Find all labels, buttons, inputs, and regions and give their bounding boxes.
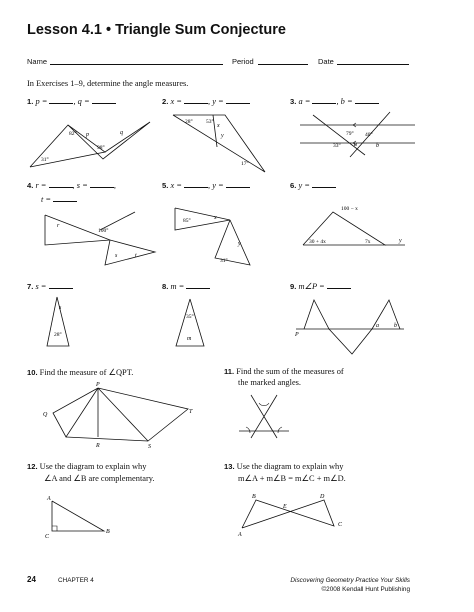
vertex-label: C bbox=[338, 522, 343, 528]
answer-blank[interactable] bbox=[312, 180, 336, 188]
variable-label: y bbox=[399, 238, 402, 244]
chapter-label: CHAPTER 4 bbox=[58, 577, 94, 584]
angle-label: 17° bbox=[241, 161, 249, 167]
expression-label: 30 + 4x bbox=[309, 239, 326, 245]
exercise-text: Use the diagram to explain why bbox=[236, 462, 344, 471]
answer-label: q = bbox=[77, 97, 90, 106]
figure-3 bbox=[295, 107, 420, 167]
exercise-1: 1. p = , q = bbox=[27, 96, 116, 106]
exercise-9 bbox=[290, 281, 351, 291]
variable-label: s bbox=[59, 305, 62, 311]
name-field-line[interactable] bbox=[50, 64, 223, 65]
figure-4 bbox=[40, 210, 165, 272]
angle-label: 53° bbox=[206, 119, 214, 125]
answer-label: y = bbox=[212, 97, 224, 106]
exercise-13 bbox=[224, 462, 343, 471]
answer-label: t = bbox=[41, 195, 52, 204]
exercise-5: 5. x = , y = bbox=[162, 180, 250, 190]
answer-blank[interactable] bbox=[184, 96, 208, 104]
variable-label: q bbox=[120, 130, 123, 136]
angle-label: 85° bbox=[183, 218, 191, 224]
vertex-label: Q bbox=[43, 412, 48, 418]
angle-label: 100° bbox=[98, 228, 109, 234]
answer-blank[interactable] bbox=[184, 180, 208, 188]
vertex-label: P bbox=[96, 382, 100, 388]
exercise-number: 12. bbox=[27, 462, 38, 471]
book-title: Discovering Geometry Practice Your Skills bbox=[290, 577, 410, 584]
answer-label: s = bbox=[35, 282, 47, 291]
exercise-number: 13. bbox=[224, 462, 235, 471]
exercise-11-line2: the marked angles. bbox=[238, 378, 302, 387]
vertex-label: T bbox=[189, 409, 193, 415]
answer-blank[interactable] bbox=[49, 180, 73, 188]
vertex-label: A bbox=[47, 496, 51, 502]
answer-label: x = bbox=[170, 97, 182, 106]
variable-label: x bbox=[214, 215, 217, 221]
exercise-number: 11. bbox=[224, 367, 235, 376]
variable-label: b bbox=[394, 323, 397, 329]
answer-blank[interactable] bbox=[49, 281, 73, 289]
exercise-text: Find the measure of ∠QPT. bbox=[39, 368, 134, 377]
exercise-number: 1. bbox=[27, 97, 34, 106]
exercise-11 bbox=[224, 367, 344, 376]
angle-label: 28° bbox=[185, 119, 193, 125]
angle-label: 98° bbox=[97, 145, 105, 151]
answer-blank[interactable] bbox=[327, 281, 351, 289]
exercise-4: 4. r = , s = , bbox=[27, 181, 116, 190]
figure-12 bbox=[44, 495, 119, 540]
angle-label: 35° bbox=[186, 314, 194, 320]
figure-6 bbox=[295, 200, 420, 255]
angle-label: 79° bbox=[346, 131, 354, 137]
exercise-12-line2: ∠A and ∠B are complementary. bbox=[44, 474, 155, 483]
exercise-text: Find the sum of the measures of bbox=[236, 367, 344, 376]
angle-label: 31° bbox=[41, 157, 49, 163]
exercise-number: 7. bbox=[27, 282, 34, 291]
vertex-label: B bbox=[252, 494, 256, 500]
answer-label: b = bbox=[340, 97, 353, 106]
angle-label: 31° bbox=[220, 258, 228, 264]
answer-blank[interactable] bbox=[92, 96, 116, 104]
vertex-label: A bbox=[238, 532, 242, 538]
date-field-line[interactable] bbox=[337, 64, 409, 65]
vertex-label: R bbox=[96, 443, 100, 449]
exercise-number: 3. bbox=[290, 97, 297, 106]
figure-13 bbox=[234, 490, 354, 540]
exercise-number: 2. bbox=[162, 97, 169, 106]
answer-label: y = bbox=[298, 181, 310, 190]
variable-label: a bbox=[376, 323, 379, 329]
answer-blank[interactable] bbox=[226, 180, 250, 188]
exercise-number: 5. bbox=[162, 181, 169, 190]
answer-blank[interactable] bbox=[53, 194, 77, 202]
date-label: Date bbox=[318, 57, 334, 66]
answer-label: s = bbox=[76, 181, 88, 190]
variable-label: r bbox=[57, 223, 60, 229]
answer-blank[interactable] bbox=[90, 180, 114, 188]
page-title: Lesson 4.1 • Triangle Sum Conjecture bbox=[27, 22, 286, 38]
name-label: Name bbox=[27, 57, 48, 66]
variable-label: m bbox=[187, 336, 192, 342]
figure-1 bbox=[25, 107, 160, 177]
vertex-label: E bbox=[283, 504, 287, 510]
period-field-line[interactable] bbox=[258, 64, 308, 65]
angle-label: 82° bbox=[69, 131, 77, 137]
figure-10 bbox=[38, 382, 193, 450]
angle-label: 28° bbox=[54, 332, 62, 338]
figure-11 bbox=[237, 393, 292, 443]
variable-label: b bbox=[376, 143, 379, 149]
exercise-number: 6. bbox=[290, 181, 297, 190]
variable-label: p bbox=[86, 132, 89, 138]
exercise-12 bbox=[27, 462, 146, 471]
exercise-3: 3. a = , b = bbox=[290, 96, 379, 106]
figure-9 bbox=[294, 294, 409, 356]
answer-blank[interactable] bbox=[355, 96, 379, 104]
exercise-8 bbox=[162, 281, 210, 291]
variable-label: s bbox=[115, 253, 118, 259]
vertex-label: P bbox=[295, 332, 299, 338]
exercise-text: Use the diagram to explain why bbox=[39, 462, 147, 471]
figure-5 bbox=[170, 200, 265, 272]
exercise-10 bbox=[27, 367, 133, 377]
figure-2 bbox=[165, 107, 275, 177]
exercise-number: 10. bbox=[27, 368, 38, 377]
exercise-2: 2. x = , y = bbox=[162, 96, 250, 106]
page-number: 24 bbox=[27, 575, 36, 584]
exercise-6 bbox=[290, 180, 336, 190]
variable-label: y bbox=[221, 133, 224, 139]
answer-label: y = bbox=[212, 181, 224, 190]
exercise-number: 8. bbox=[162, 282, 169, 291]
exercise-13-line2: m∠A + m∠B = m∠C + m∠D. bbox=[238, 474, 346, 483]
instructions: In Exercises 1–9, determine the angle measures. bbox=[27, 79, 189, 88]
variable-label: x bbox=[217, 123, 220, 129]
exercise-number: 9. bbox=[290, 282, 297, 291]
answer-label: p = bbox=[35, 97, 48, 106]
figure-8 bbox=[172, 296, 210, 352]
vertex-label: S bbox=[148, 444, 151, 450]
expression-label: 7x bbox=[365, 239, 371, 245]
answer-label: x = bbox=[170, 181, 182, 190]
copyright: ©2008 Kendall Hunt Publishing bbox=[321, 586, 410, 593]
answer-blank[interactable] bbox=[49, 96, 73, 104]
period-label: Period bbox=[232, 57, 254, 66]
variable-label: y bbox=[238, 241, 241, 247]
vertex-label: D bbox=[320, 494, 325, 500]
angle-label: 40° bbox=[365, 132, 373, 138]
answer-blank[interactable] bbox=[226, 96, 250, 104]
exercise-number: 4. bbox=[27, 181, 34, 190]
variable-label: a bbox=[354, 142, 357, 148]
answer-label: r = bbox=[35, 181, 47, 190]
expression-label: 100 − x bbox=[341, 206, 358, 212]
exercise-4-line2 bbox=[41, 194, 77, 204]
answer-label: m∠P = bbox=[298, 282, 325, 291]
vertex-label: C bbox=[45, 534, 50, 540]
vertex-label: B bbox=[106, 529, 110, 535]
figure-7 bbox=[43, 294, 73, 352]
answer-blank[interactable] bbox=[312, 96, 336, 104]
angle-label: 33° bbox=[333, 143, 341, 149]
answer-label: m = bbox=[170, 282, 185, 291]
variable-label: t bbox=[135, 253, 137, 259]
answer-label: a = bbox=[298, 97, 311, 106]
exercise-7 bbox=[27, 281, 73, 291]
answer-blank[interactable] bbox=[186, 281, 210, 289]
